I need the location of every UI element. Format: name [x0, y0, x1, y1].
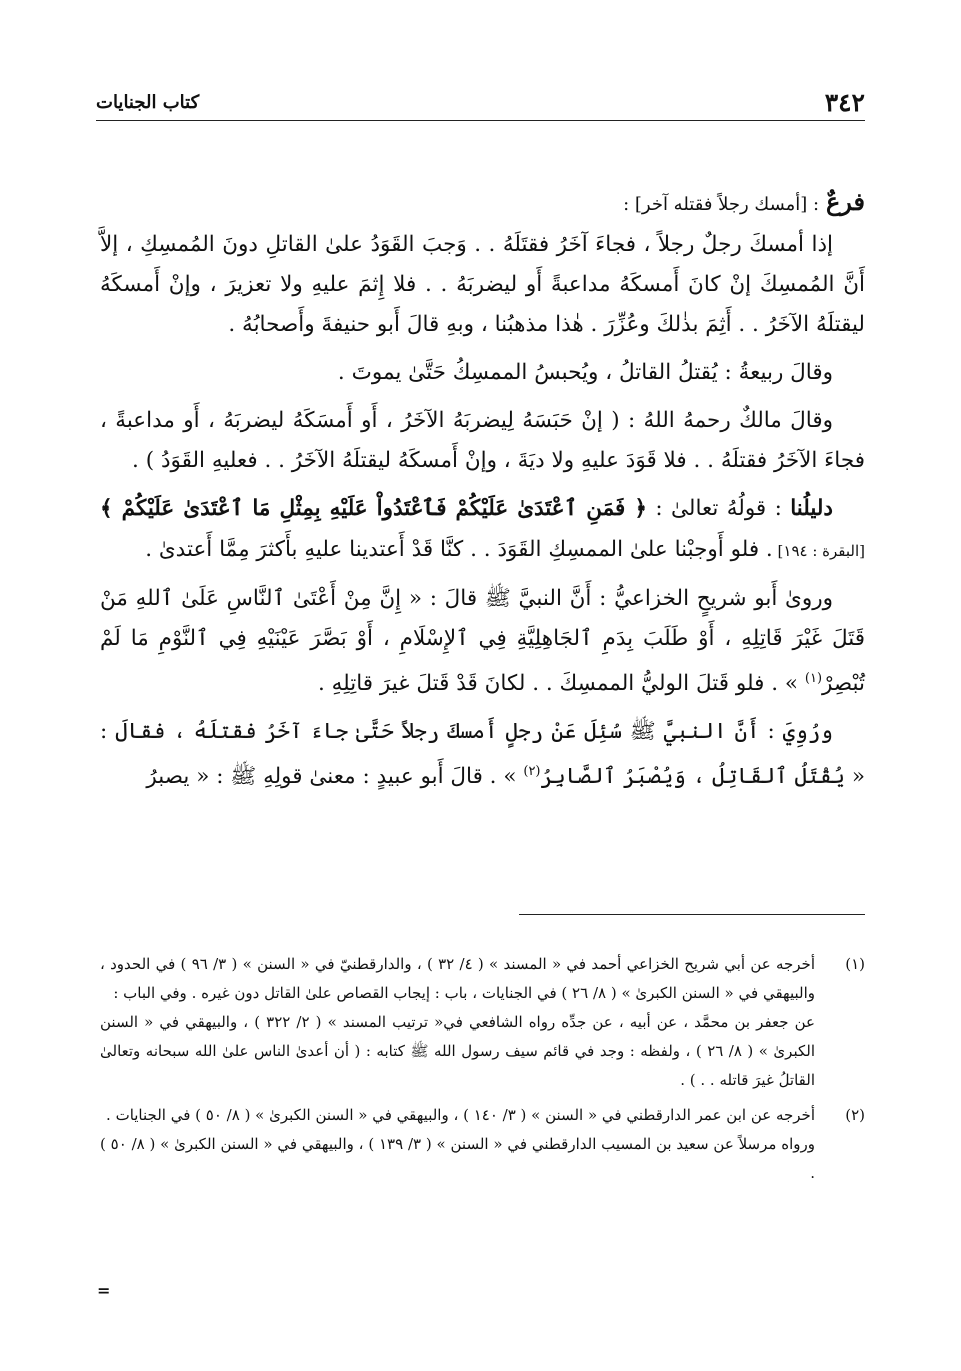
quran-verse: ﴿ فَمَنِ ٱعْتَدَىٰ عَلَيْكُمْ فَٱعْتَدُواْ عَلَيْهِ بِمِثْلِ مَا ٱعْتَدَىٰ عَلَيْكُمْ ﴾ [100, 496, 647, 521]
footnote-number: (٢) [845, 1106, 865, 1124]
branch-heading [100, 182, 865, 225]
footnote-2 [100, 1101, 865, 1188]
footnote-line: أخرجه عن ابن عمر الدارقطني في « السنن » ( ٣/ ١٤٠ ) ، والبيهقي في « السنن الكبرىٰ » ( ٨/ ٥٠ ) في الجنايات . [106, 1106, 815, 1124]
continuation-mark: = [97, 1281, 111, 1300]
branch-title: : [أمسك رجلاً فقتله آخر] : [623, 194, 820, 215]
paragraph-4-conclusion: . فلو أَوجبْنا علىٰ الممسِكِ القَوَدَ . . كنَّا قَدْ أَعتدينا عليهِ بأَكثرَ مِمَّا أَعتدىٰ . [145, 537, 773, 562]
page-number: ٣٤٢ [824, 88, 865, 117]
paragraph-1: إذا أمسكَ رجلٌ رجلاً ، فجاءَ آخَرُ فقتَلَهُ . . وَجبَ القَوَدُ علىٰ القاتلِ دونَ المُمسِكِ ، إلاَّ أَنَّ المُمسِكَ إنْ كانَ أَمسكَهُ مداعبةً أَو ليضربَهُ . . فلا إِثمَ عليهِ ولا تعزيرَ ، وإنْ أَمسكَهُ ليقتلَهُ الآخَرُ . . أَثِمَ بذٰلكَ وعُزِّرَ . هٰذا مذهبُنا ، وبهِ قالَ أَبو حنيفةَ وأَصحابُهُ . [100, 232, 865, 337]
footnotes [100, 950, 865, 1188]
paragraph-4 [100, 489, 865, 571]
paragraph-3: وقالَ مالكٌ رحمهُ اللهُ : ( إنْ حَبَسَهُ لِيضربَهُ الآخَرُ ، أَو أَمسَكَهُ ليضربَهُ ، أَو مداعبةً ، فجاءَ الآخَرُ فقتلَهُ . . فلا قَوَدَ عليهِ ولا ديَةَ ، وإنْ أَمسكَهُ ليقتلَهُ الآخَرُ . . فعليهِ القَوَدُ ) . [100, 408, 865, 473]
paragraph-6-intro: ورُوِيَ : أَنَّ النبيَّ ﷺ سُئِلَ عَنْ رجلٍ أَمسكَ رجلاً حَتَّىٰ جاءَ آخَرُ فقتلَهُ ، فقالَ : « [100, 719, 865, 790]
footnote-line: أخرجه عن أبي شريح الخزاعي أحمد في « المسند » ( ٤/ ٣٢ ) ، والدارقطنيّ في « السنن » ( ٣/ ٩٦ ) في الحدود ، والبيهقي في « السنن الكبرىٰ » ( ٨/ ٢٦ ) في الجنايات ، باب : إيجاب القصاص علىٰ القاتل دون غيره . وفي الباب : [100, 955, 815, 1002]
hadith-text-1: إِنَّ مِنْ أَعْتَىٰ ٱلنَّاسِ عَلَىٰ ٱللهِ مَنْ قَتَلَ غَيْرَ قَاتِلِهِ ، أَوْ طَلَبَ بِدَمِ ٱلجَاهِلِيَّةِ فِي ٱلإِسْلَامِ ، أَوْ بَصَّرَ عَيْنَيْهِ فِي ٱلنَّوْمِ مَا لَمْ تُبْصِرْ [100, 586, 865, 697]
footnote-divider [519, 914, 865, 915]
paragraph-4-intro: : قولُهُ تعالىٰ : [646, 496, 791, 521]
main-text [100, 182, 865, 797]
footnote-number: (١) [845, 955, 865, 973]
footnote-ref-2: (٢) [523, 764, 541, 780]
footnote-line: ورواه مرسلاً عن سعيد بن المسيب الدارقطني في « السنن » ( ٣/ ١٣٩ ) ، والبيهقي في « السنن الكبرىٰ » ( ٨/ ٥٠ ) . [100, 1135, 815, 1182]
paragraph-6-conclusion: » . قالَ أَبو عبيدٍ : معنىٰ قولِهِ ﷺ : « يصبرُ [146, 764, 524, 790]
branch-word: فرعٌ [825, 187, 865, 216]
evidence-label: دليلُنا [790, 496, 834, 521]
hadith-text-2: يُقْتَلُ ٱلقَاتِلُ ، وَيُصْبَرُ ٱلصَّابِرُ [540, 764, 845, 790]
sura-reference: [البقرة : ١٩٤] [772, 542, 865, 560]
paragraph-5-intro: وروىٰ أَبو شريحٍ الخزاعيُّ : أَنَّ النبيَّ ﷺ قالَ : « [401, 586, 833, 611]
book-title: كتاب الجنايات [96, 92, 200, 113]
footnote-line: عن جعفر بن محمَّد ، عن أبيه ، عن جدِّه رواه الشافعي في« ترتيب المسند » ( ٢/ ٣٢٢ ) ، والبيهقي في « السنن الكبرىٰ » ( ٨/ ٢٦ ) ، ولفظه : وجد في قائم سيف رسول الله ﷺ كتابه : ( أن أعدىٰ الناس علىٰ الله سبحانه وتعالىٰ القاتلُ غيرَ قاتله . . ) . [100, 1013, 815, 1089]
page-header [96, 86, 865, 121]
footnote-ref-1: (١) [804, 671, 823, 686]
paragraph-6 [100, 712, 865, 797]
paragraph-5 [100, 579, 865, 704]
paragraph-5-conclusion: » . فلو قَتلَ الوليُّ الممسِكَ . . لكانَ قَدْ قَتلَ غيرَ قاتِلِهِ . [317, 671, 805, 697]
footnote-1 [100, 950, 865, 1095]
paragraph-2: وقالَ ربيعةُ : يُقتلُ القاتلُ ، ويُحبسُ الممسِكُ حَتَّىٰ يموتَ . [337, 360, 833, 385]
